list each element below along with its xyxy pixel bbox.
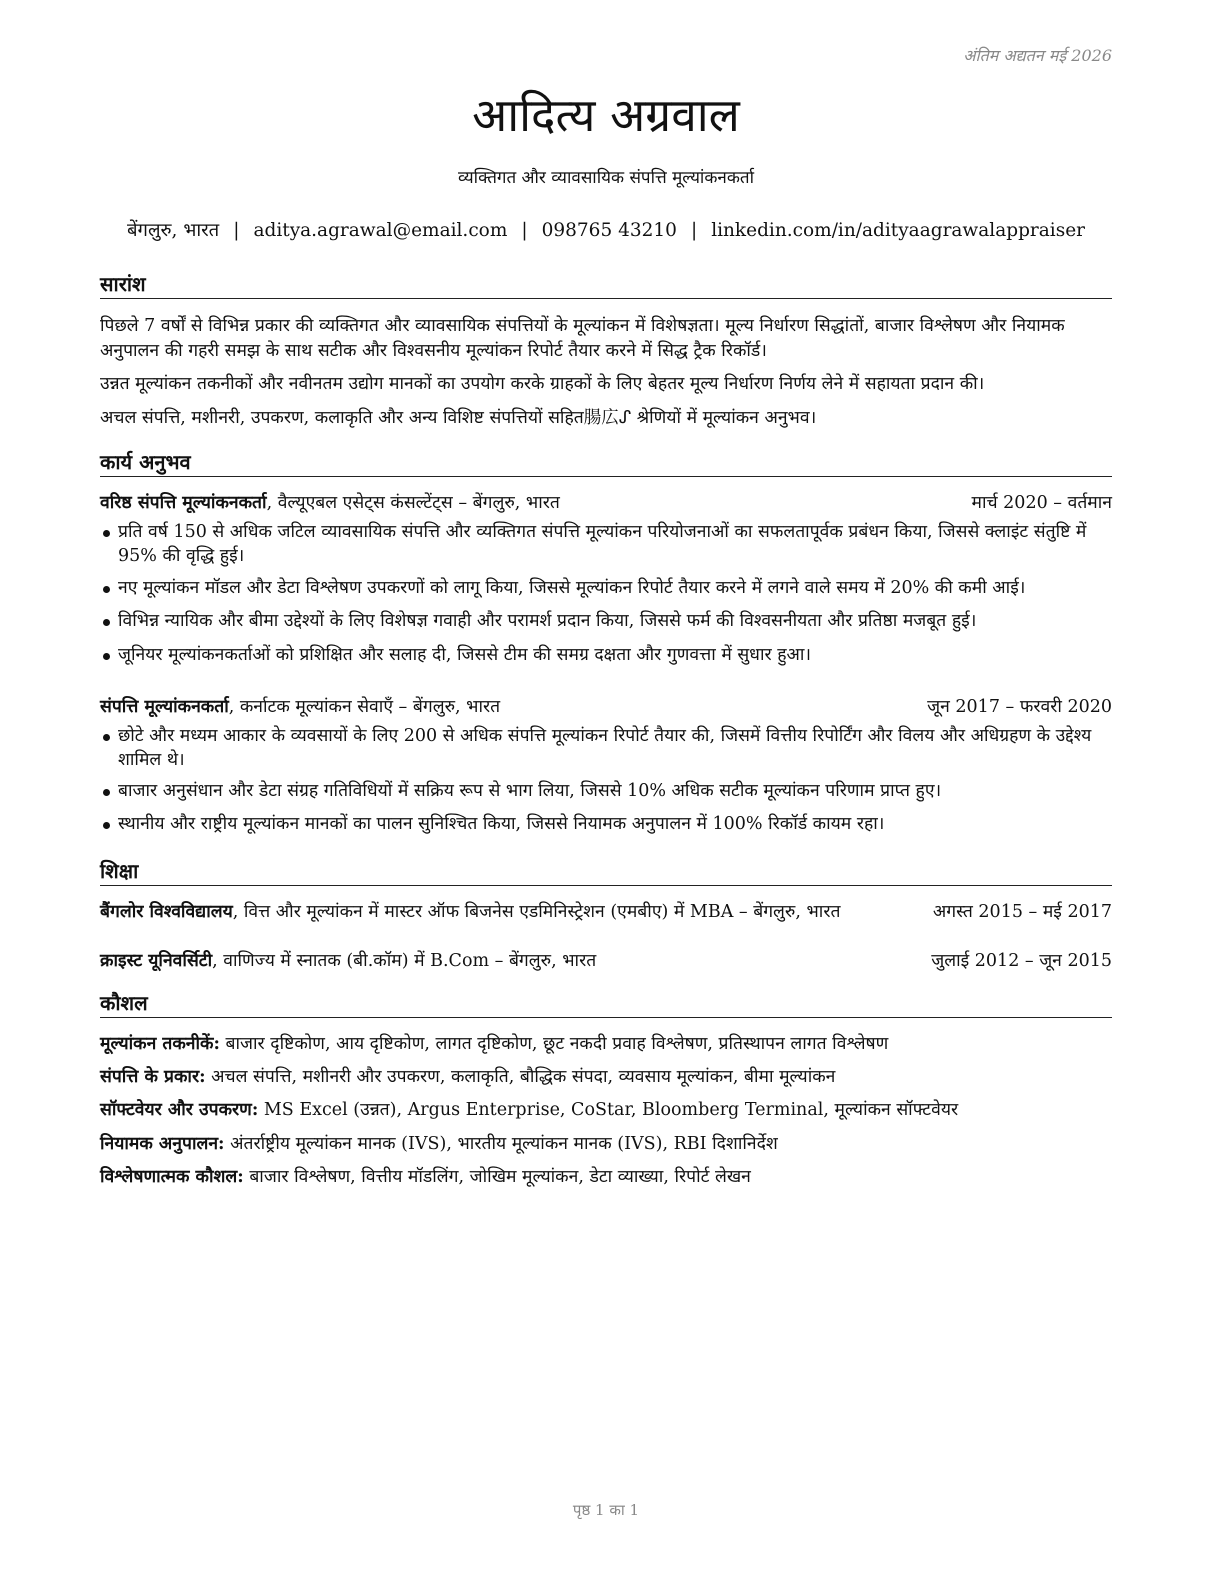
skill-label: मूल्यांकन तकनीकें:: [100, 1034, 220, 1054]
section-title-experience: कार्य अनुभव: [100, 448, 1112, 477]
education-detail: , वाणिज्य में स्नातक (बी.कॉम) में B.Com – बेंगलुरु, भारत: [212, 951, 597, 971]
list-item: स्थानीय और राष्ट्रीय मूल्यांकन मानकों का पालन सुनिश्चित किया, जिससे नियामक अनुपालन में 100% रिकॉर्ड कायम रहा।: [100, 812, 1112, 836]
job-dates: जून 2017 – फरवरी 2020: [927, 697, 1112, 717]
summary-paragraph: पिछले 7 वर्षों से विभिन्न प्रकार की व्यक्तिगत और व्यावसायिक संपत्तियों के मूल्यांकन में विशेषज्ञता। मूल्य निर्धारण सिद्धांतों, बाजार विश्लेषण और नियामक अनुपालन की गहरी समझ के साथ सटीक और विश्वसनीय मूल्यांकन रिपोर्ट तैयार करने में सिद्ध ट्रैक रिकॉर्ड।: [100, 316, 1065, 361]
list-item: बाजार अनुसंधान और डेटा संग्रह गतिविधियों में सक्रिय रूप से भाग लिया, जिससे 10% अधिक सटीक मूल्यांकन परिणाम प्राप्त हुए।: [100, 779, 1112, 803]
skill-value: MS Excel (उन्नत), Argus Enterprise, CoStar, Bloomberg Terminal, मूल्यांकन सॉफ्टवेयर: [258, 1100, 959, 1120]
skill-label: संपत्ति के प्रकार:: [100, 1067, 206, 1087]
summary-paragraph: उन्नत मूल्यांकन तकनीकों और नवीनतम उद्योग मानकों का उपयोग करके ग्राहकों के लिए बेहतर मूल्य निर्धारण निर्णय लेने में सहायता प्रदान की।: [100, 374, 985, 394]
skill-row: [100, 1031, 1112, 1057]
skill-row: [100, 1097, 1112, 1123]
job-org: , कर्नाटक मूल्यांकन सेवाएँ – बेंगलुरु, भारत: [228, 697, 501, 717]
candidate-subtitle: व्यक्तिगत और व्यावसायिक संपत्ति मूल्यांकनकर्ता: [458, 168, 754, 188]
last-updated: अंतिम अद्यतन मई 2026: [963, 46, 1112, 65]
contact-location: बेंगलुरु, भारत: [126, 220, 220, 241]
skill-label: सॉफ्टवेयर और उपकरण:: [100, 1100, 259, 1120]
education-school: बैंगलोर विश्वविद्यालय: [100, 902, 233, 922]
list-item: छोटे और मध्यम आकार के व्यवसायों के लिए 200 से अधिक संपत्ति मूल्यांकन रिपोर्ट तैयार की, जिसमें वित्तीय रिपोर्टिंग और विलय और अधिग्रहण के उद्देश्य शामिल थे।: [100, 724, 1112, 772]
list-item: जूनियर मूल्यांकनकर्ताओं को प्रशिक्षित और सलाह दी, जिससे टीम की समग्र दक्षता और गुणवत्ता में सुधार हुआ।: [100, 643, 1112, 667]
contact-separator: |: [521, 220, 528, 241]
contact-email[interactable]: aditya.agrawal@email.com: [253, 220, 508, 241]
job-org: , वैल्यूएबल एसेट्स कंसल्टेंट्स – बेंगलुरु, भारत: [266, 493, 560, 513]
education-item: [100, 899, 1112, 925]
job-heading: [100, 694, 1112, 720]
candidate-name: आदित्य अग्रवाल: [472, 88, 740, 142]
skill-value: अंतर्राष्ट्रीय मूल्यांकन मानक (IVS), भारतीय मूल्यांकन मानक (IVS), RBI दिशानिर्देश: [224, 1134, 778, 1154]
skill-row: [100, 1164, 1112, 1190]
section-title-education: शिक्षा: [100, 857, 1112, 886]
contact-separator: |: [690, 220, 698, 241]
education-detail: , वित्त और मूल्यांकन में मास्टर ऑफ बिजनेस एडमिनिस्ट्रेशन (एमबीए) में MBA – बेंगलुरु, भारत: [232, 902, 841, 922]
list-item: विभिन्न न्यायिक और बीमा उद्देश्यों के लिए विशेषज्ञ गवाही और परामर्श प्रदान किया, जिससे फर्म की विश्वसनीयता और प्रतिष्ठा मजबूत हुई।: [100, 609, 1112, 633]
resume-page: [100, 0, 1112, 1584]
contact-line: [100, 218, 1112, 244]
skill-label: नियामक अनुपालन:: [100, 1134, 225, 1154]
education-dates: अगस्त 2015 – मई 2017: [932, 902, 1112, 922]
summary-paragraph: अचल संपत्ति, मशीनरी, उपकरण, कलाकृति और अन्य विशिष्ट संपत्तियों सहित腸広ᔑ श्रेणियों में मूल्यांकन अनुभव।: [100, 408, 817, 428]
contact-linkedin[interactable]: linkedin.com/in/adityaagrawalappraiser: [711, 220, 1086, 241]
job-dates: मार्च 2020 – वर्तमान: [971, 493, 1112, 513]
skill-row: [100, 1064, 1112, 1090]
contact-phone: 098765 43210: [541, 220, 677, 241]
job-bullets: [100, 520, 1112, 667]
section-title-summary: सारांश: [100, 270, 1112, 299]
skill-value: बाजार विश्लेषण, वित्तीय मॉडलिंग, जोखिम मूल्यांकन, डेटा व्याख्या, रिपोर्ट लेखन: [243, 1167, 751, 1187]
skill-value: अचल संपत्ति, मशीनरी और उपकरण, कलाकृति, बौद्धिक संपदा, व्यवसाय मूल्यांकन, बीमा मूल्यांकन: [205, 1067, 836, 1087]
list-item: नए मूल्यांकन मॉडल और डेटा विश्लेषण उपकरणों को लागू किया, जिससे मूल्यांकन रिपोर्ट तैयार करने में लगने वाले समय में 20% की कमी आई।: [100, 576, 1112, 600]
education-school: क्राइस्ट यूनिवर्सिटी: [100, 951, 213, 971]
skill-value: बाजार दृष्टिकोण, आय दृष्टिकोण, लागत दृष्टिकोण, छूट नकदी प्रवाह विश्लेषण, प्रतिस्थापन लागत विश्लेषण: [219, 1034, 889, 1054]
list-item: प्रति वर्ष 150 से अधिक जटिल व्यावसायिक संपत्ति और व्यक्तिगत संपत्ति मूल्यांकन परियोजनाओं का सफलतापूर्वक प्रबंधन किया, जिससे क्लाइंट संतुष्टि में 95% की वृद्धि हुई।: [100, 520, 1112, 568]
job-bullets: [100, 724, 1112, 836]
job-role: संपत्ति मूल्यांकनकर्ता: [100, 697, 229, 717]
job-heading: [100, 490, 1112, 516]
skill-row: [100, 1131, 1112, 1157]
page-footer: पृष्ठ 1 का 1: [572, 1501, 640, 1519]
section-title-skills: कौशल: [100, 989, 1112, 1018]
job-role: वरिष्ठ संपत्ति मूल्यांकनकर्ता: [100, 493, 267, 513]
education-item: [100, 948, 1112, 974]
contact-separator: |: [233, 220, 240, 241]
education-dates: जुलाई 2012 – जून 2015: [931, 951, 1112, 971]
skill-label: विश्लेषणात्मक कौशल:: [100, 1167, 244, 1187]
